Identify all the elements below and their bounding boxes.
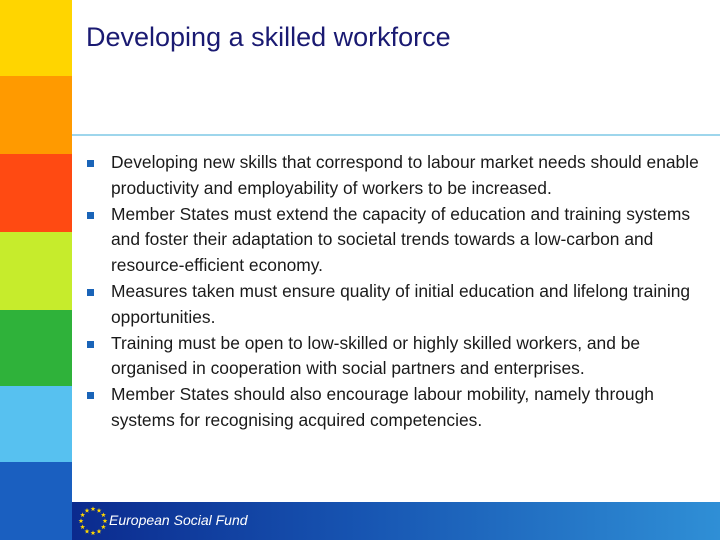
bullet-text: Training must be open to low-skilled or highly skilled workers, and be organised in cooperation with social partners and enterprises. — [111, 332, 641, 379]
bullet-list — [86, 150, 708, 434]
side-stripe-yellow — [0, 0, 72, 76]
square-bullet-icon — [87, 212, 94, 219]
eu-star-icon — [91, 506, 96, 511]
square-bullet-icon — [87, 392, 94, 399]
eu-star-icon — [79, 518, 84, 523]
bullet-item — [86, 382, 708, 434]
square-bullet-icon — [87, 160, 94, 167]
eu-star-icon — [101, 524, 106, 529]
eu-star-icon — [97, 529, 102, 534]
side-stripe-blue — [0, 462, 72, 540]
bullet-text: Member States should also encourage labour mobility, namely through systems for recognising acquired competencies. — [111, 384, 654, 430]
eu-star-icon — [85, 508, 90, 513]
square-bullet-icon — [87, 289, 94, 296]
eu-star-icon — [103, 518, 108, 523]
eu-star-icon — [91, 530, 96, 535]
footer-banner — [72, 502, 720, 540]
bullet-item — [86, 150, 708, 202]
square-bullet-icon — [87, 341, 94, 348]
footer-label: European Social Fund — [109, 512, 248, 528]
side-stripe-light-blue — [0, 386, 72, 462]
side-stripe-lime — [0, 232, 72, 310]
side-stripe-red — [0, 154, 72, 232]
bullet-item — [86, 202, 708, 279]
title-divider — [72, 134, 720, 136]
bullet-text: Measures taken must ensure quality of initial education and lifelong training opportunities. — [111, 280, 691, 327]
eu-flag-stars-icon — [76, 504, 110, 538]
bullet-text: Member States must extend the capacity of education and training systems and foster their adaptation to societal trends towards a low-carbon and resource-efficient economy. — [111, 203, 691, 276]
eu-star-icon — [97, 508, 102, 513]
bullet-text: Developing new skills that correspond to labour market needs should enable productivity and employability of workers to be increased. — [111, 152, 699, 198]
side-stripe-green — [0, 310, 72, 386]
eu-star-icon — [101, 512, 106, 517]
side-stripe-orange — [0, 76, 72, 154]
bullet-item — [86, 279, 708, 331]
eu-star-icon — [85, 529, 90, 534]
bullet-item — [86, 331, 708, 383]
slide-title: Developing a skilled workforce — [86, 22, 451, 52]
eu-star-icon — [80, 512, 85, 517]
eu-star-icon — [80, 524, 85, 529]
side-color-bar — [0, 0, 72, 540]
